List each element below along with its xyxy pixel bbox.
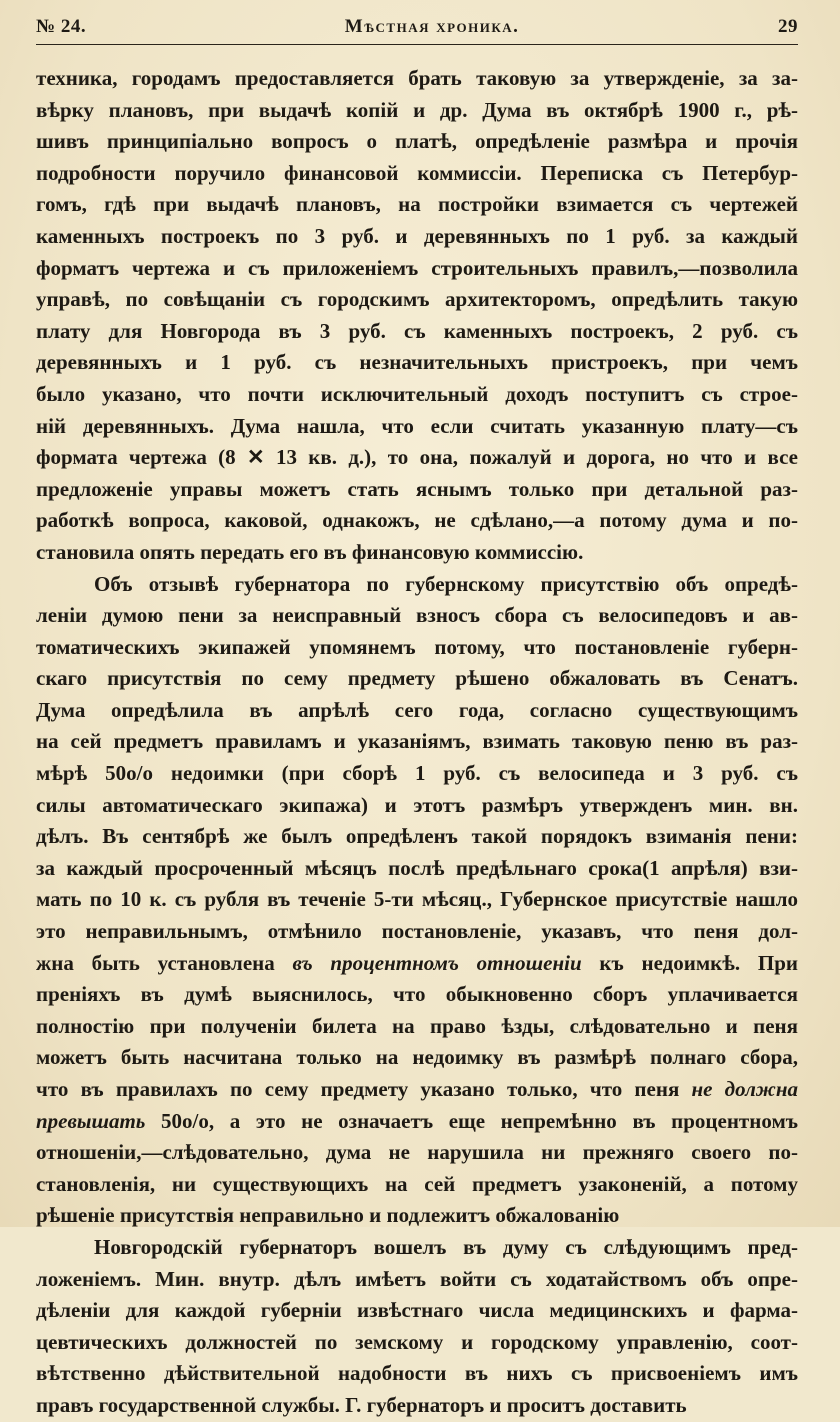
running-header <box>36 16 798 45</box>
paragraph <box>36 569 798 1232</box>
text-line: Объ отзывѣ губернатора по губернскому присутствію объ опредѣ- <box>94 571 798 596</box>
text-line: гомъ, гдѣ при выдачѣ плановъ, на постройки взимается съ чертежей <box>36 192 798 217</box>
text-line: шивъ принципіально вопросъ о платѣ, опредѣленіе размѣра и прочія <box>36 129 798 154</box>
text-line: становила опять передать его въ финансовую коммиссію. <box>36 539 584 564</box>
text-line: было указано, что почти исключительный доходъ поступитъ съ строе- <box>36 381 798 406</box>
text-line: форматъ чертежа и съ приложеніемъ строительныхъ правилъ,—позволила <box>36 255 798 280</box>
text-line: превышать 50о/о, а это не означаетъ еще непремѣнно въ процентномъ <box>36 1108 798 1133</box>
paragraph <box>36 63 798 569</box>
text-line: становленія, ни существующихъ на сей предметъ узаконеній, а потому <box>36 1171 798 1196</box>
text-line: деревянныхъ и 1 руб. съ незначительныхъ пристроекъ, при чемъ <box>36 350 798 375</box>
text-line: плату для Новгорода въ 3 руб. съ каменныхъ построекъ, 2 руб. съ <box>36 318 798 343</box>
text-line: жна быть установлена въ процентномъ отношеніи къ недоимкѣ. При <box>36 950 798 975</box>
text-line: Новгородскій губернаторъ вошелъ въ думу съ слѣдующимъ пред- <box>94 1234 798 1259</box>
text-line: томатическихъ экипажей упомянемъ потому, что постановленіе губерн- <box>36 634 798 659</box>
article-body <box>36 63 798 1422</box>
text-line: силы автоматическаго экипажа) и этотъ размѣръ утвержденъ мин. вн. <box>36 792 798 817</box>
text-line: отношеніи,—слѣдовательно, дума не нарушила ни прежняго своего по- <box>36 1140 798 1165</box>
text-line: дѣленіи для каждой губерніи извѣстнаго числа медицинскихъ и фарма- <box>36 1298 798 1323</box>
text-line: техника, городамъ предоставляется брать таковую за утвержденіе, за за- <box>36 66 798 90</box>
text-line: мать по 10 к. съ рубля въ теченіе 5-ти мѣсяц., Губернское присутствіе нашло <box>36 887 798 912</box>
text-line: полностію при полученіи билета на право ѣзды, слѣдовательно и пеня <box>36 1013 798 1038</box>
text-line: что въ правилахъ по сему предмету указано только, что пеня не должна <box>36 1077 798 1101</box>
text-line: вѣрку плановъ, при выдачѣ копій и др. Дума въ октябрѣ 1900 г., рѣ- <box>36 97 798 122</box>
text-line: это неправильнымъ, отмѣнило постановленіе, указавъ, что пеня дол- <box>36 919 798 944</box>
text-line: скаго присутствія по сему предмету рѣшено обжаловать въ Сенатъ. <box>36 666 798 691</box>
text-line: каменныхъ построекъ по 3 руб. и деревянныхъ по 1 руб. за каждый <box>36 223 798 248</box>
text-line: управѣ, по совѣщаніи съ городскимъ архитекторомъ, опредѣлить такую <box>36 287 798 312</box>
text-line: формата чертежа (8 ✕ 13 кв. д.), то она, пожалуй и дорога, но что и все <box>36 445 798 470</box>
text-line: Дума опредѣлила въ апрѣлѣ сего года, согласно существующимъ <box>36 697 798 722</box>
text-line: преніяхъ въ думѣ выяснилось, что обыкновенно сборъ уплачивается <box>36 982 798 1007</box>
text-line: дѣлъ. Въ сентябрѣ же былъ опредѣленъ такой порядокъ взиманія пени: <box>36 824 798 849</box>
text-line: предложеніе управы можетъ стать яснымъ только при детальной раз- <box>36 476 798 501</box>
issue-number: № 24. <box>36 16 87 37</box>
section-title: Мѣстная хроника. <box>344 16 520 37</box>
text-line: можетъ быть насчитана только на недоимку въ размѣрѣ полнаго сбора, <box>36 1045 798 1070</box>
text-line: цевтическихъ должностей по земскому и городскому управленію, соот- <box>36 1329 798 1354</box>
text-line: правъ государственной службы. Г. губернаторъ и проситъ доставить <box>36 1392 687 1417</box>
text-line: работкѣ вопроса, каковой, однакожъ, не сдѣлано,—а потому дума и по- <box>36 508 798 533</box>
text-line: на сей предметъ правиламъ и указаніямъ, взимать таковую пеню въ раз- <box>36 729 798 754</box>
text-line: ній деревянныхъ. Дума нашла, что если считать указанную плату—съ <box>36 413 798 438</box>
text-line: мѣрѣ 50о/о недоимки (при сборѣ 1 руб. съ велосипеда и 3 руб. съ <box>36 761 798 786</box>
paragraph <box>36 1232 798 1422</box>
page-number: 29 <box>778 16 798 37</box>
text-line: вѣтственно дѣйствительной надобности въ нихъ съ присвоеніемъ имъ <box>36 1361 798 1386</box>
text-line: подробности поручило финансовой коммиссіи. Переписка съ Петербур- <box>36 160 798 185</box>
text-line: леніи думою пени за неисправный взносъ сбора съ велосипедовъ и ав- <box>36 603 798 628</box>
text-line: за каждый просроченный мѣсяцъ послѣ предѣльнаго срока(1 апрѣля) взи- <box>36 855 798 880</box>
text-line: рѣшеніе присутствія неправильно и подлежитъ обжалованію <box>36 1203 620 1228</box>
text-line: ложеніемъ. Мин. внутр. дѣлъ имѣетъ войти съ ходатайствомъ объ опре- <box>36 1266 798 1291</box>
